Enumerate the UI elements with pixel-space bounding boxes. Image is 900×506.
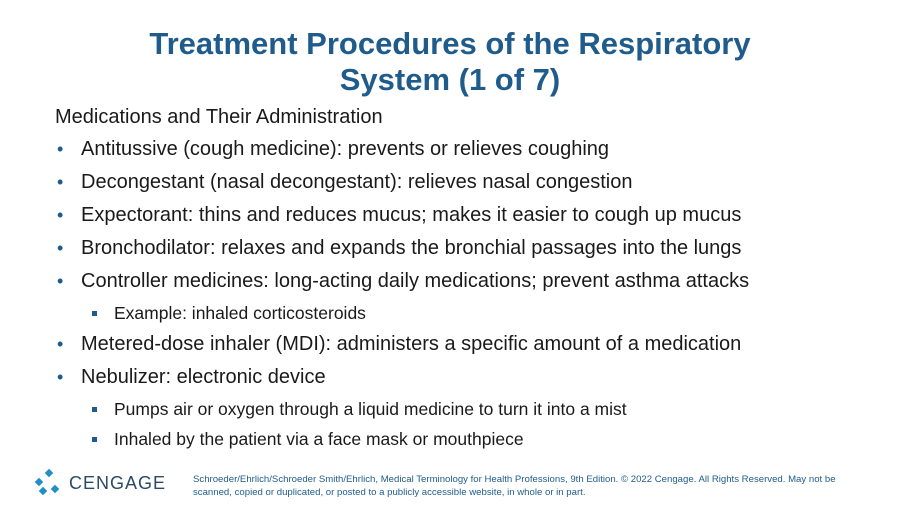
bullet-item	[55, 365, 875, 389]
sub-bullet-text: Pumps air or oxygen through a liquid medicine to turn it into a mist	[114, 399, 627, 419]
sub-bullet-item	[55, 302, 875, 324]
cengage-logo	[36, 470, 166, 496]
bullet-item	[55, 203, 875, 227]
bullet-marker: •	[57, 139, 64, 159]
bullet-text: Controller medicines: long-acting daily medications; prevent asthma attacks	[81, 270, 750, 292]
bullet-text: Metered-dose inhaler (MDI): administers a specific amount of a medication	[81, 333, 742, 355]
bullet-marker: •	[57, 334, 64, 354]
bullet-text: Nebulizer: electronic device	[81, 366, 326, 388]
copyright-notice	[193, 473, 893, 499]
bullet-item	[55, 269, 875, 293]
bullet-marker: •	[57, 172, 64, 192]
sub-bullet-marker	[92, 311, 97, 316]
bullet-marker: •	[57, 367, 64, 387]
slide-title-line-2: System (1 of 7)	[339, 62, 561, 97]
cengage-logo-text: CENGAGE	[69, 472, 167, 493]
sub-bullet-text: Inhaled by the patient via a face mask or mouthpiece	[114, 429, 524, 449]
sub-bullet-text: Example: inhaled corticosteroids	[114, 303, 366, 323]
sub-bullet-item	[55, 428, 875, 450]
footer	[0, 466, 900, 506]
sub-bullet-marker	[92, 407, 97, 412]
bullet-item	[55, 170, 875, 194]
bullet-list	[55, 137, 875, 458]
bullet-item	[55, 137, 875, 161]
slide-title-line-1: Treatment Procedures of the Respiratory	[149, 26, 751, 61]
bullet-text: Expectorant: thins and reduces mucus; makes it easier to cough up mucus	[81, 204, 742, 226]
bullet-item	[55, 236, 875, 260]
section-heading: Medications and Their Administration	[55, 106, 383, 128]
bullet-marker: •	[57, 205, 64, 225]
cengage-logo-icon	[36, 470, 62, 496]
bullet-text: Antitussive (cough medicine): prevents or relieves coughing	[81, 138, 610, 160]
copyright-line-1: Schroeder/Ehrlich/Schroeder Smith/Ehrlich, Medical Terminology for Health Professions, 9th Edition. © 2022 Cengage. All Rights Reserved. May not be	[193, 474, 836, 485]
bullet-marker: •	[57, 238, 64, 258]
copyright-line-2: scanned, copied or duplicated, or posted to a publicly accessible website, in whole or in part.	[193, 487, 586, 498]
sub-bullet-marker	[92, 437, 97, 442]
bullet-text: Bronchodilator: relaxes and expands the bronchial passages into the lungs	[81, 237, 742, 259]
bullet-item	[55, 332, 875, 356]
sub-bullet-item	[55, 398, 875, 420]
bullet-marker: •	[57, 271, 64, 291]
bullet-text: Decongestant (nasal decongestant): relieves nasal congestion	[81, 171, 633, 193]
slide-title	[40, 26, 860, 98]
